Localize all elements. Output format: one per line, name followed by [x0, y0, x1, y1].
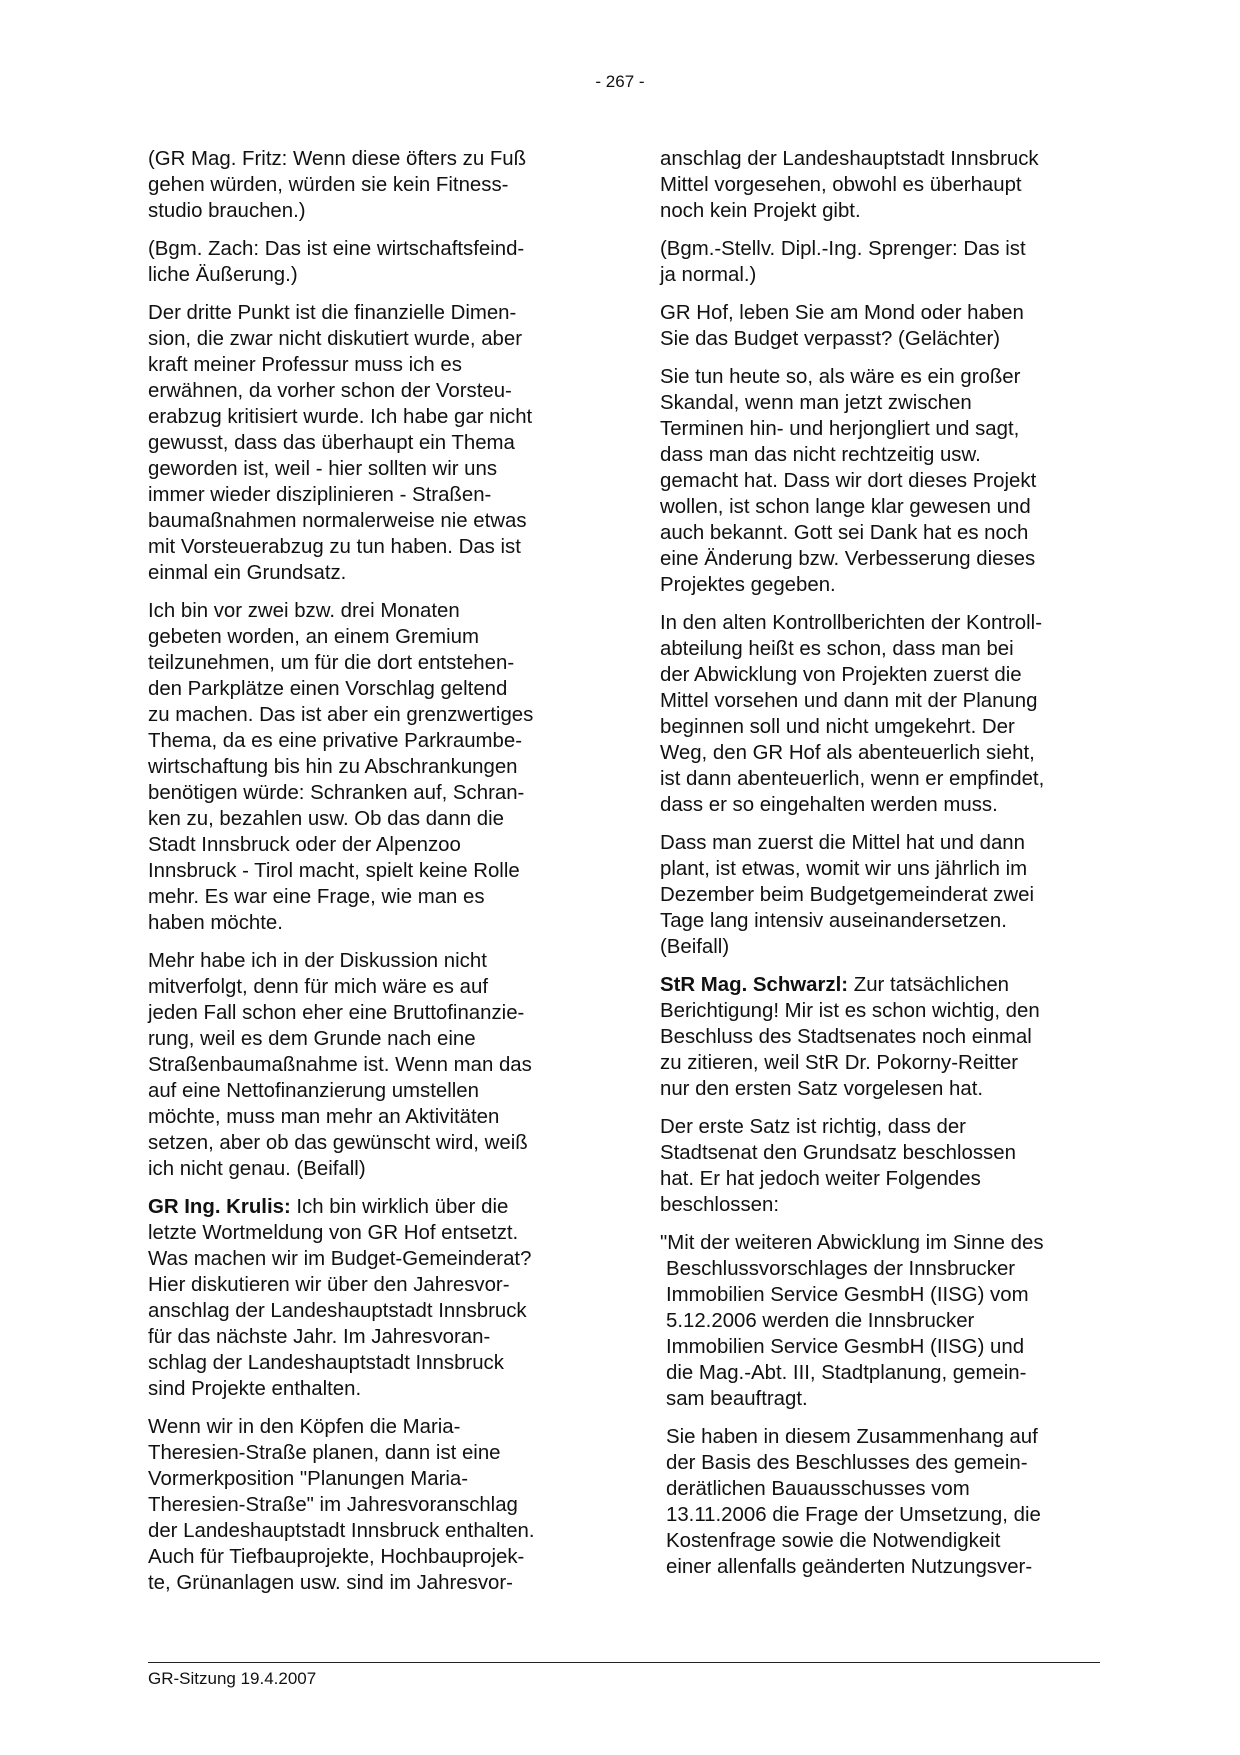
- speaker-name: StR Mag. Schwarzl:: [660, 974, 849, 996]
- paragraph: [660, 364, 1100, 598]
- paragraph-text: Ich bin vor zwei bzw. drei Monaten gebeten worden, an einem Gremium teilzunehmen, um für die dort entstehen- den Parkplätze einen Vorschlag geltend zu machen. Das ist aber ein grenzwertiges Thema, da es eine privative Parkraumbe- wirtschaftung bis hin zu Abschrankungen benötigen würde: Schranken auf, Schran- ken zu, bezahlen usw. Ob das dann die Stadt Innsbruck oder der Alpenzoo Innsbruck - Tirol macht, spielt keine Rolle mehr. Es war eine Frage, wie man es haben möchte.: [148, 600, 534, 934]
- paragraph: [660, 1114, 1100, 1218]
- paragraph: [660, 972, 1100, 1102]
- paragraph: [148, 598, 588, 936]
- paragraph-text: "Mit der weiteren Abwicklung im Sinne des Beschlussvorschlages der Innsbrucker Immobilien Service GesmbH (IISG) vom 5.12.2006 werden die Innsbrucker Immobilien Service GesmbH (IISG) und die Mag.-Abt. III, Stadtplanung, gemein- sam beauftragt.: [660, 1232, 1044, 1410]
- paragraph: [660, 830, 1100, 960]
- paragraph: [660, 300, 1100, 352]
- speaker-name: GR Ing. Krulis:: [148, 1196, 291, 1218]
- paragraph-text: Ich bin wirklich über die letzte Wortmeldung von GR Hof entsetzt. Was machen wir im Budget-Gemeinderat? Hier diskutieren wir über den Jahresvor- anschlag der Landeshauptstadt Innsbruck für das nächste Jahr. Im Jahresvoran- schlag der Landeshauptstadt Innsbruck sind Projekte enthalten.: [148, 1196, 532, 1400]
- paragraph: [148, 1194, 588, 1402]
- paragraph-text: anschlag der Landeshauptstadt Innsbruck Mittel vorgesehen, obwohl es überhaupt noch kein Projekt gibt.: [660, 148, 1039, 222]
- paragraph: [148, 300, 588, 586]
- left-column: [148, 146, 588, 1608]
- paragraph-text: Mehr habe ich in der Diskussion nicht mitverfolgt, denn für mich wäre es auf jeden Fall schon eher eine Bruttofinanzie- rung, weil es dem Grunde nach eine Straßenbaumaßnahme ist. Wenn man das auf eine Nettofinanzierung umstellen möchte, muss man mehr an Aktivitäten setzen, aber ob das gewünscht wird, weiß ich nicht genau. (Beifall): [148, 950, 532, 1180]
- paragraph-text: Sie haben in diesem Zusammenhang auf der Basis des Beschlusses des gemein- derätlichen Bauausschusses vom 13.11.2006 die Frage der Umsetzung, die Kostenfrage sowie die Notwendigkeit einer allenfalls geänderten Nutzungsver-: [666, 1426, 1041, 1578]
- paragraph: [660, 1230, 1100, 1412]
- paragraph-text: GR Hof, leben Sie am Mond oder haben Sie das Budget verpasst? (Gelächter): [660, 302, 1024, 350]
- paragraph: [660, 146, 1100, 224]
- footer-divider: [148, 1662, 1100, 1663]
- paragraph-text: (GR Mag. Fritz: Wenn diese öfters zu Fuß gehen würden, würden sie kein Fitness- studio brauchen.): [148, 148, 527, 222]
- paragraph: [660, 236, 1100, 288]
- paragraph-text: Wenn wir in den Köpfen die Maria- Theresien-Straße planen, dann ist eine Vormerkposition "Planungen Maria- Theresien-Straße" im Jahresvoranschlag der Landeshauptstadt Innsbruck enthalten. Auch für Tiefbauprojekte, Hochbauprojek- te, Grünanlagen usw. sind im Jahresvor-: [148, 1416, 535, 1594]
- footer-text: GR-Sitzung 19.4.2007: [148, 1669, 317, 1688]
- paragraph: [660, 1424, 1100, 1580]
- paragraph-text: Dass man zuerst die Mittel hat und dann plant, ist etwas, womit wir uns jährlich im Dezember beim Budgetgemeinderat zwei Tage lang intensiv auseinandersetzen. (Beifall): [660, 832, 1035, 958]
- paragraph: [148, 1414, 588, 1596]
- paragraph: [148, 236, 588, 288]
- paragraph-text: Der dritte Punkt ist die finanzielle Dimen- sion, die zwar nicht diskutiert wurde, aber kraft meiner Professur muss ich es erwähnen, da vorher schon der Vorsteu- erabzug kritisiert wurde. Ich habe gar nicht gewusst, dass das überhaupt ein Thema geworden ist, weil - hier sollten wir uns immer wieder disziplinieren - Straßen- baumaßnahmen normalerweise nie etwas mit Vorsteuerabzug zu tun haben. Das ist einmal ein Grundsatz.: [148, 302, 533, 584]
- right-column: [660, 146, 1100, 1592]
- page-number: - 267 -: [595, 72, 645, 91]
- paragraph: [148, 146, 588, 224]
- paragraph-text: In den alten Kontrollberichten der Kontroll- abteilung heißt es schon, dass man bei der Abwicklung von Projekten zuerst die Mittel vorsehen und dann mit der Planung beginnen soll und nicht umgekehrt. Der Weg, den GR Hof als abenteuerlich sieht, ist dann abenteuerlich, wenn er empfindet, dass er so eingehalten werden muss.: [660, 612, 1045, 816]
- paragraph: [148, 948, 588, 1182]
- paragraph-text: (Bgm.-Stellv. Dipl.-Ing. Sprenger: Das ist ja normal.): [660, 238, 1026, 286]
- paragraph-text: Sie tun heute so, als wäre es ein großer Skandal, wenn man jetzt zwischen Terminen hin- und herjongliert und sagt, dass man das nicht rechtzeitig usw. gemacht hat. Dass wir dort dieses Projekt wollen, ist schon lange klar gewesen und auch bekannt. Gott sei Dank hat es noch eine Änderung bzw. Verbesserung dieses Projektes gegeben.: [660, 366, 1037, 596]
- paragraph-text: Der erste Satz ist richtig, dass der Stadtsenat den Grundsatz beschlossen hat. Er hat jedoch weiter Folgendes beschlossen:: [660, 1116, 1016, 1216]
- paragraph-text: Zur tatsächlichen Berichtigung! Mir ist es schon wichtig, den Beschluss des Stadtsenates noch einmal zu zitieren, weil StR Dr. Pokorny-Reitter nur den ersten Satz vorgelesen hat.: [660, 974, 1040, 1100]
- paragraph-text: (Bgm. Zach: Das ist eine wirtschaftsfeind- liche Äußerung.): [148, 238, 525, 286]
- paragraph: [660, 610, 1100, 818]
